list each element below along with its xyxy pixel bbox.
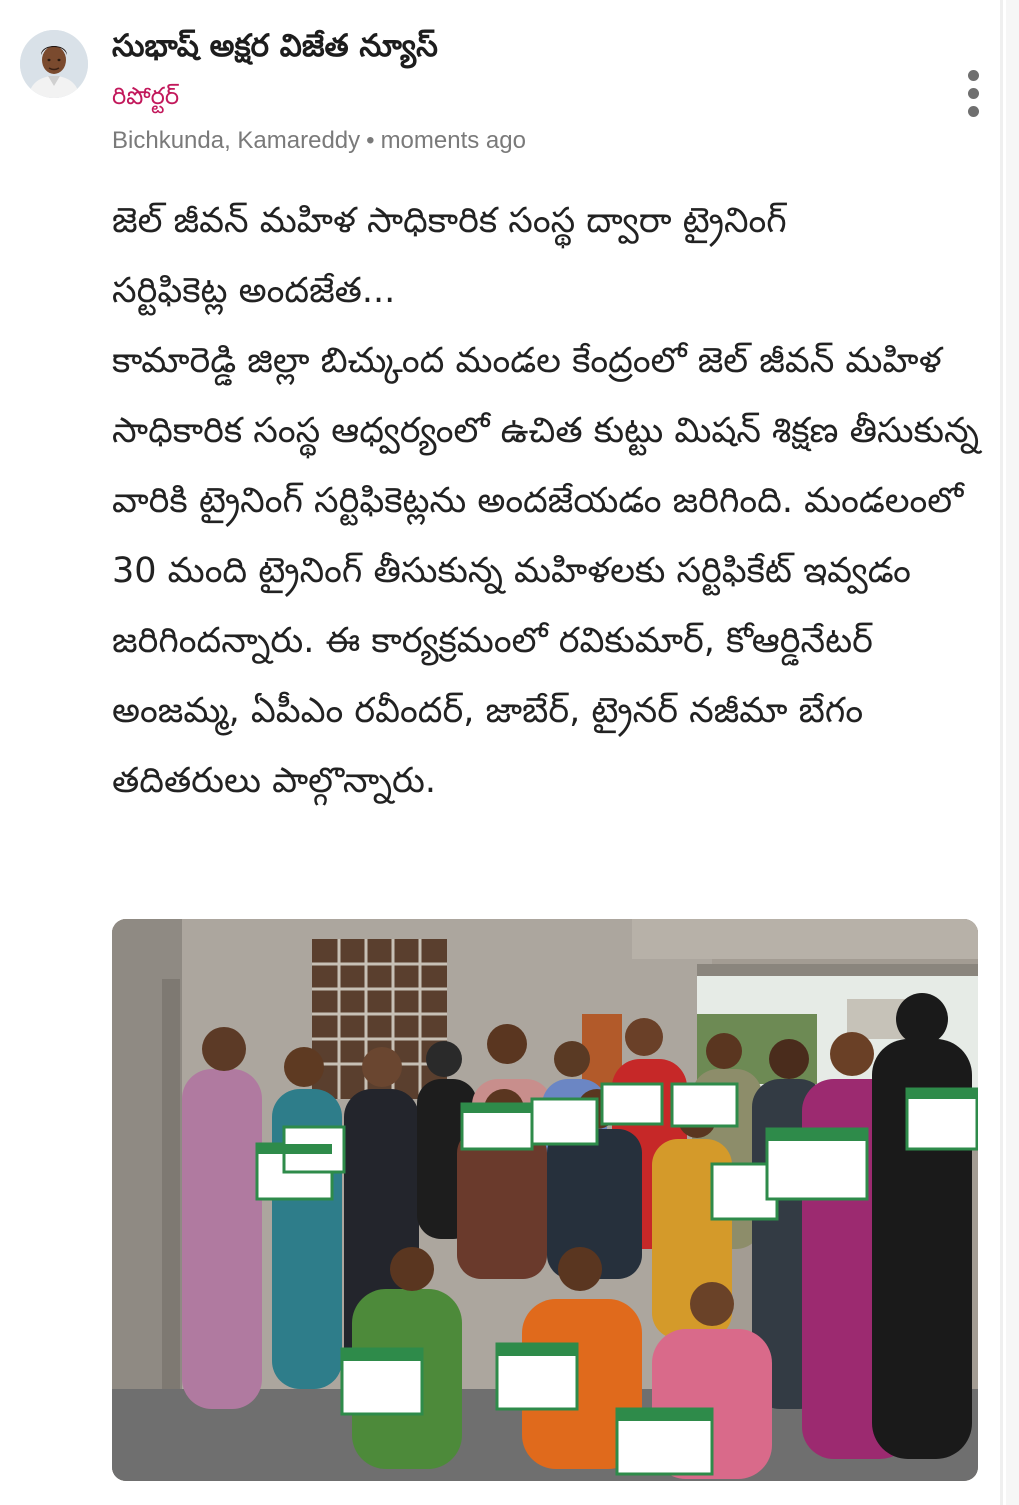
group-photo-image bbox=[112, 919, 978, 1481]
post-body bbox=[112, 186, 982, 816]
person-avatar-icon bbox=[20, 30, 88, 98]
post-paragraph: కామారెడ్డి జిల్లా బిచ్కుంద మండల కేంద్రంలో జెల్ జీవన్ మహిళ సాధికారిక సంస్థ ఆధ్వర్యంలో ఉచిత కుట్టు మిషన్ శిక్షణ తీసుకున్న వారికి ట్రైనింగ్ సర్టిఫికెట్లను అందజేయడం జరిగింది. మండలంలో 30 మంది ట్రైనింగ్ తీసుకున్న మహిళలకు సర్టిఫికేట్ ఇవ్వడం జరిగిందన్నారు. ఈ కార్యక్రమంలో రవికుమార్, కోఆర్డినేటర్ అంజమ్మ, ఏపీఎం రవీందర్, జాబేర్, ట్రైనర్ నజీమా బేగం తదితరులు పాల్గొన్నారు. bbox=[112, 341, 979, 801]
post-time: moments ago bbox=[380, 127, 526, 154]
author-avatar[interactable] bbox=[20, 30, 88, 98]
post-headline-line-1: జెల్ జీవన్ మహిళ సాధికారిక సంస్థ ద్వారా ట్రైనింగ్ bbox=[112, 201, 787, 241]
author-role: రిపోర్టర్ bbox=[112, 82, 180, 110]
author-name[interactable]: సుభాష్ అక్షర విజేత న్యూస్ bbox=[112, 28, 438, 64]
meta-separator: • bbox=[366, 127, 375, 154]
post-meta bbox=[112, 127, 526, 155]
post-headline-line-2: సర్టిఫికెట్ల అందజేత... bbox=[112, 271, 396, 311]
post-location: Bichkunda, Kamareddy bbox=[112, 127, 361, 154]
post-photo[interactable] bbox=[112, 919, 978, 1481]
more-options-button[interactable] bbox=[958, 68, 990, 120]
scrollbar[interactable] bbox=[1006, 0, 1019, 1505]
